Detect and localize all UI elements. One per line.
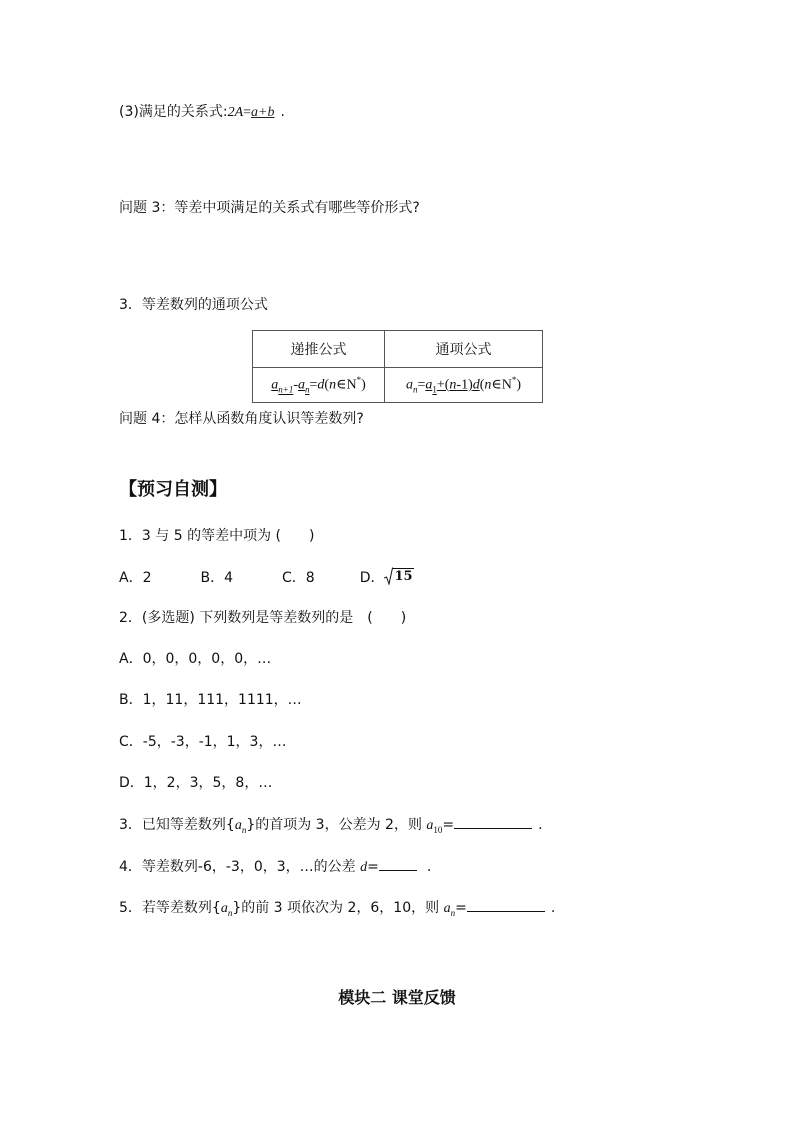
gen-a: a	[405, 377, 413, 393]
answer-blank-5[interactable]	[467, 898, 545, 912]
header-general: 通项公式	[385, 331, 543, 368]
preview-heading: 【预习自测】	[119, 479, 227, 500]
rec-a2: a	[298, 377, 305, 393]
rec-minus: -	[293, 377, 298, 393]
answer-blank-3[interactable]	[454, 815, 532, 829]
rec-d: d	[317, 377, 325, 393]
question-4: 问题 4：怎样从函数角度认识等差数列?	[119, 411, 364, 427]
ex5-pre: 5．若等差数列{	[119, 900, 221, 916]
relation-rhs: a+b	[251, 105, 275, 120]
gen-close: )	[516, 377, 522, 393]
answer-blank-4[interactable]	[379, 857, 417, 871]
option-a: A．2	[119, 570, 152, 586]
rec-sub1: n+1	[278, 384, 294, 395]
radical-sign-icon	[384, 567, 393, 585]
rec-n: n	[329, 377, 337, 393]
option-b: B．4	[200, 570, 233, 586]
gen-d: d	[472, 377, 480, 393]
exercise-2-option-d: D．1，2，3，5，8，…	[119, 775, 273, 791]
ex5-an: a	[443, 901, 451, 916]
ex3-end: .	[538, 817, 543, 833]
exercise-2-option-a: A．0，0，0，0，0，…	[119, 651, 272, 667]
exercise-2-stem: 2．(多选题) 下列数列是等差数列的是 ( )	[119, 610, 407, 626]
rec-eq: =	[309, 377, 318, 393]
ex3-a10: a	[426, 818, 434, 833]
header-recursive: 递推公式	[253, 331, 385, 368]
ex4-eq: =	[367, 859, 379, 875]
gen-a1: a	[425, 377, 433, 393]
rec-close: )	[361, 377, 366, 393]
gen-sub1: 1	[432, 384, 437, 395]
relation-tail: .	[280, 104, 285, 120]
relation-eq: =	[243, 105, 252, 120]
ex4-end: .	[426, 859, 432, 875]
rec-sub2: n	[305, 384, 310, 395]
ex4-pre: 4．等差数列-6，-3，0，3，…的公差	[119, 859, 361, 875]
cell-recursive-formula	[253, 368, 385, 403]
ex3-sub10: 10	[433, 824, 443, 835]
gen-n: n	[449, 377, 457, 393]
gen-eq: =	[417, 377, 426, 393]
exercise-4	[119, 857, 431, 877]
exercise-3	[119, 815, 543, 839]
ex3-eq: =	[442, 817, 455, 833]
relation-prefix: (3)满足的关系式:	[119, 104, 228, 120]
relation-line	[119, 103, 285, 122]
ex4-d: d	[360, 860, 368, 875]
ex5-eq: =	[455, 900, 467, 916]
formula-table	[252, 330, 543, 403]
exercise-2-option-c: C．-5，-3，-1，1，3，…	[119, 734, 287, 750]
sqrt-radicand: 15	[394, 569, 413, 584]
rec-in: ∈N	[336, 377, 357, 393]
gen-nn: n	[484, 377, 492, 393]
rec-a1: a	[271, 377, 279, 393]
ex5-mid: }的前 3 项依次为 2，6，10，则	[232, 900, 444, 916]
ex5-sub-an: n	[450, 907, 456, 918]
gen-in: ∈N	[491, 377, 512, 393]
cell-general-formula	[385, 368, 543, 403]
gen-star: *	[511, 375, 517, 386]
rec-star: *	[356, 375, 362, 386]
section-3-title: 3．等差数列的通项公式	[119, 297, 268, 313]
ex5-end: .	[550, 900, 556, 916]
exercise-1-options	[119, 567, 414, 587]
ex3-mid: }的首项为 3，公差为 2，则	[246, 817, 427, 833]
sqrt-expression	[384, 567, 413, 585]
option-c: C．8	[282, 570, 315, 586]
ex5-a: a	[220, 901, 228, 916]
exercise-1-stem: 1．3 与 5 的等差中项为 ( )	[119, 528, 315, 544]
option-d: D．	[359, 570, 385, 586]
rec-open: (	[324, 377, 330, 393]
gen-sub-n: n	[412, 384, 418, 395]
gen-plus: +(	[436, 377, 450, 393]
relation-lhs: 2A	[227, 105, 244, 120]
module-title: 模块二 课堂反馈	[338, 988, 456, 1007]
question-3: 问题 3：等差中项满足的关系式有哪些等价形式?	[119, 200, 420, 216]
gen-open: (	[479, 377, 485, 393]
ex3-a: a	[234, 818, 242, 833]
ex3-pre: 3．已知等差数列{	[119, 817, 235, 833]
exercise-5	[119, 898, 555, 922]
gen-m1: -1)	[456, 377, 473, 393]
ex3-sub-n: n	[241, 824, 247, 835]
exercise-2-option-b: B．1，11，111，1111，…	[119, 692, 302, 708]
ex5-sub-n: n	[227, 907, 233, 918]
